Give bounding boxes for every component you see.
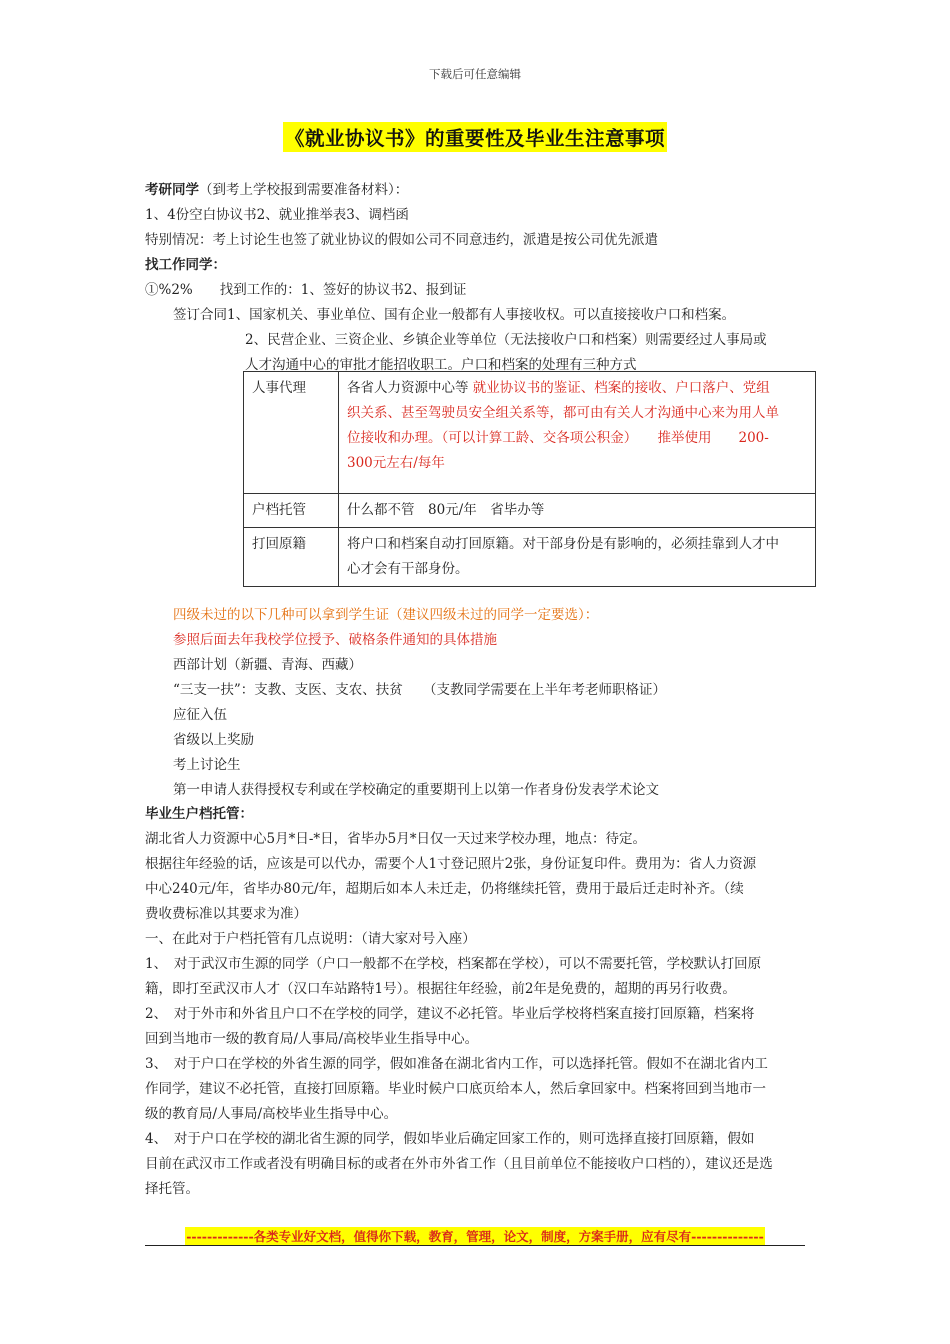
archive-item-line: 目前在武汉市工作或者没有明确目标的或者在外市外省工作（且目前单位不能接收户口档的），建议还是选 bbox=[145, 1156, 773, 1172]
list-item: 西部计划（新疆、青海、西藏） bbox=[173, 657, 362, 673]
archive-heading: 毕业生户档托管： bbox=[145, 806, 253, 822]
table-cell-label: 户档托管 bbox=[244, 494, 339, 528]
list-item: 考上讨论生 bbox=[173, 757, 241, 773]
kaoyan-materials: 1、4份空白协议书2、就业推举表3、调档函 bbox=[145, 207, 409, 223]
archive-fee-line: 费收费标准以其要求为准） bbox=[145, 906, 307, 922]
list-item: 省级以上奖励 bbox=[173, 732, 254, 748]
job-line-contract-2: 2、民营企业、三资企业、乡镇企业等单位（无法接收户口和档案）则需要经过人事局或 bbox=[245, 332, 767, 348]
archive-item-line: 3、 对于户口在学校的外省生源的同学，假如准备在湖北省内工作，可以选择托管。假如不在湖北省内工 bbox=[145, 1056, 768, 1072]
table-cell-prefix: 各省人力资源中心等 bbox=[347, 380, 469, 396]
kaoyan-heading: 考研同学 bbox=[145, 182, 199, 198]
archive-item-line: 2、 对于外市和外省且户口不在学校的同学，建议不必托管。毕业后学校将档案直接打回原籍，档案将 bbox=[145, 1006, 755, 1022]
table-cell-line: 心才会有干部身份。 bbox=[347, 561, 469, 577]
table-row bbox=[244, 528, 816, 587]
table-cell-line: 织关系、甚至驾驶员安全组关系等，都可由有关人才沟通中心来为用人单 bbox=[347, 405, 779, 421]
job-line-contract-3: 人才沟通中心的审批才能招收职工。户口和档案的处理有三种方式 bbox=[245, 357, 637, 373]
list-item: “三支一扶”：支教、支医、支农、扶贫 （支教同学需要在上半年考老师职格证） bbox=[173, 682, 667, 698]
archive-item-line: 级的教育局/人事局/高校毕业生指导中心。 bbox=[145, 1106, 398, 1122]
table-cell-red-text: 就业协议书的鉴证、档案的接收、户口落户、党组 bbox=[472, 380, 770, 396]
cet-red-note: 参照后面去年我校学位授予、破格条件通知的具体措施 bbox=[173, 632, 497, 648]
table-row bbox=[244, 494, 816, 528]
table-cell-content bbox=[339, 372, 816, 494]
job-line-contract-1: 签订合同1、国家机关、事业单位、国有企业一般都有人事接收权。可以直接接收户口和档案。 bbox=[173, 307, 736, 323]
table-cell-line bbox=[347, 376, 807, 401]
job-line-found: ①%2% 找到工作的：1、签好的协议书2、报到证 bbox=[145, 282, 467, 298]
title-wrapper bbox=[0, 122, 950, 152]
footer-divider bbox=[145, 1245, 805, 1246]
archive-fee-line: 中心240元/年，省毕办80元/年，超期后如本人未迁走，仍将继续托管，费用于最后迁走时补齐。（续 bbox=[145, 881, 744, 897]
archive-method-table bbox=[243, 371, 816, 587]
table-cell-content: 什么都不管 80元/年 省毕办等 bbox=[339, 494, 816, 528]
kaoyan-special-case: 特别情况：考上讨论生也签了就业协议的假如公司不同意违约，派遣是按公司优先派遣 bbox=[145, 232, 658, 248]
document-title: 《就业协议书》的重要性及毕业生注意事项 bbox=[283, 122, 667, 152]
table-cell-content bbox=[339, 528, 816, 587]
table-row bbox=[244, 372, 816, 494]
job-heading: 找工作同学： bbox=[145, 257, 226, 273]
archive-item-line: 1、 对于武汉市生源的同学（户口一般都不在学校，档案都在学校），可以不需要托管，学校默认打回原 bbox=[145, 956, 762, 972]
footer-wrapper bbox=[0, 1226, 950, 1245]
archive-fee-line: 根据往年经验的话，应该是可以代办，需要个人1寸登记照片2张，身份证复印件。费用为：省人力资源 bbox=[145, 856, 757, 872]
page-header: 下载后可任意编辑 bbox=[429, 67, 521, 81]
archive-item-line: 择托管。 bbox=[145, 1181, 199, 1197]
archive-item-line: 籍，即打至武汉市人才（汉口车站路特1号）。根据往年经验，前2年是免费的，超期的再另行收费。 bbox=[145, 981, 736, 997]
footer-banner: -------------各类专业好文档，值得你下载，教育，管理，论文，制度，方案手册，应有尽有-------------- bbox=[186, 1229, 764, 1244]
table-cell-label: 打回原籍 bbox=[244, 528, 339, 587]
list-item: 第一申请人获得授权专利或在学校确定的重要期刊上以第一作者身份发表学术论文 bbox=[173, 782, 659, 798]
table-cell-label: 人事代理 bbox=[244, 372, 339, 494]
archive-schedule: 湖北省人力资源中心5月*日-*日，省毕办5月*日仅一天过来学校办理，地点：待定。 bbox=[145, 831, 646, 847]
archive-item-line: 回到当地市一级的教育局/人事局/高校毕业生指导中心。 bbox=[145, 1031, 479, 1047]
kaoyan-heading-note: （到考上学校报到需要准备材料）： bbox=[199, 182, 409, 198]
table-cell-line: 位接收和办理。（可以计算工龄、交各项公积金） 推举使用 200- bbox=[347, 430, 769, 446]
cet-orange-note: 四级未过的以下几种可以拿到学生证（建议四级未过的同学一定要选）： bbox=[173, 607, 599, 623]
table-cell-line: 300元左右/每年 bbox=[347, 455, 445, 471]
archive-item-line: 作同学，建议不必托管，直接打回原籍。毕业时候户口底页给本人，然后拿回家中。档案将回到当地市一 bbox=[145, 1081, 766, 1097]
kaoyan-heading-line bbox=[145, 178, 408, 198]
archive-item-line: 4、 对于户口在学校的湖北省生源的同学，假如毕业后确定回家工作的，则可选择直接打回原籍，假如 bbox=[145, 1131, 755, 1147]
archive-intro: 一、在此对于户档托管有几点说明：（请大家对号入座） bbox=[145, 931, 476, 947]
list-item: 应征入伍 bbox=[173, 707, 227, 723]
table-cell-line: 将户口和档案自动打回原籍。对干部身份是有影响的，必须挂靠到人才中 bbox=[347, 536, 779, 552]
